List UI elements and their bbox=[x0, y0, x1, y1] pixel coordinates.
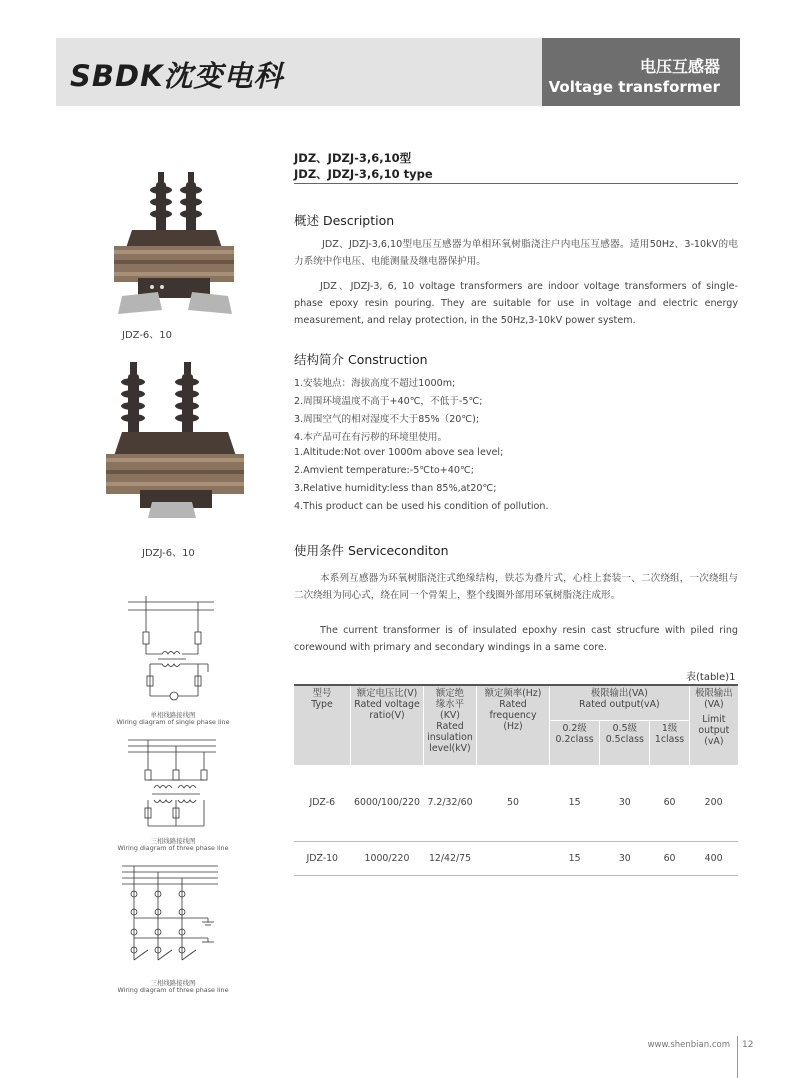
table-cell: 50 bbox=[477, 765, 550, 841]
spec-table bbox=[294, 684, 738, 876]
header-insulation: 额定绝 缘水平 (KV) Rated insulation level(kV) bbox=[424, 685, 477, 765]
service-en: The current transformer is of insulated epoxhy resin cast strucfure with piled ring corewound with primary and secondary windings in a same core. bbox=[294, 625, 738, 653]
construction-item: 2.Amvient temperature:-5℃to+40℃; bbox=[294, 465, 474, 476]
wiring-diagram-single-phase bbox=[118, 592, 228, 704]
table-row bbox=[294, 841, 738, 875]
table-cell: 60 bbox=[650, 841, 689, 875]
table-row bbox=[294, 765, 738, 841]
header-type: 型号 Type bbox=[294, 685, 351, 765]
table-cell: 60 bbox=[650, 765, 689, 841]
header-class-1: 1级 1class bbox=[650, 721, 689, 766]
construction-heading: 结构简介 Construction bbox=[294, 352, 428, 367]
table-cell: 6000/100/220 bbox=[351, 765, 424, 841]
product-title-en: JDZ、JDZJ-3,6,10 type bbox=[294, 167, 433, 181]
table-cell: 15 bbox=[550, 841, 600, 875]
title-divider bbox=[294, 183, 738, 184]
construction-item: 1.安装地点：海拔高度不超过1000m; bbox=[294, 378, 456, 389]
header-output: 极限输出(VA) Rated output(vA) bbox=[550, 685, 690, 721]
construction-item: 2.周围环境温度不高于+40℃，不低于-5℃; bbox=[294, 396, 483, 407]
footer-divider bbox=[737, 1036, 738, 1078]
header-ratio: 额定电压比(V) Rated voltage ratio(V) bbox=[351, 685, 424, 765]
service-cn: 本系列互感器为环氧树脂浇注式绝缘结构，铁芯为叠片式，心柱上套装一、二次绕组，一次绕组与二次绕组为同心式，绕在同一个骨架上，整个线圈外部用环氧树脂浇注成形。 bbox=[294, 573, 738, 601]
product-caption-jdzj: JDZJ-6、10 bbox=[142, 548, 195, 559]
diagram-caption-cn: 单相线路接线图 bbox=[150, 711, 196, 719]
construction-item: 3.Relative humidity:less than 85%,at20℃; bbox=[294, 483, 497, 494]
description-en: JDZ、JDZJ-3, 6, 10 voltage transformers are indoor voltage transformers of single-phase epoxy resin pouring. They are suitable for use in voltage and electric energy measurement, and relay protection, in the 50Hz,3-10kV power system. bbox=[294, 281, 738, 326]
page-number: 12 bbox=[742, 1040, 754, 1050]
table-cell: 7.2/32/60 bbox=[424, 765, 477, 841]
diagram-caption-en: Wiring diagram of three phase line bbox=[117, 986, 229, 994]
header-title-cn: 电压互感器 bbox=[639, 57, 720, 76]
service-heading: 使用条件 Serviceconditon bbox=[294, 543, 449, 558]
table-cell: JDZ-10 bbox=[294, 841, 351, 875]
table-cell: 400 bbox=[689, 841, 738, 875]
product-title-cn: JDZ、JDZJ-3,6,10型 bbox=[294, 151, 412, 165]
table-cell bbox=[477, 841, 550, 875]
header-frequency: 额定频率(Hz) Rated frequency (Hz) bbox=[477, 685, 550, 765]
wiring-diagram-three-phase-b bbox=[118, 860, 228, 970]
product-image-jdzj bbox=[100, 358, 250, 520]
table-cell: 30 bbox=[600, 841, 650, 875]
description-cn: JDZ、JDZJ-3,6,10型电压互感器为单相环氧树脂浇注户内电压互感器。适用50Hz、3-10kV的电力系统中作电压、电能测量及继电器保护用。 bbox=[294, 239, 738, 267]
header-title-en: Voltage transformer bbox=[548, 78, 720, 96]
construction-item: 4.本产品可在有污秽的环境里使用。 bbox=[294, 432, 448, 443]
description-heading: 概述 Description bbox=[294, 213, 395, 228]
footer-url: www.shenbian.com bbox=[647, 1040, 730, 1050]
product-image-jdz bbox=[108, 168, 240, 318]
diagram-caption-cn: 三相线路接线图 bbox=[150, 979, 196, 987]
product-caption-jdz: JDZ-6、10 bbox=[122, 330, 173, 341]
construction-item: 4.This product can be used his condition of pollution. bbox=[294, 501, 549, 512]
header-limit: 极限输出 (VA) Limit output (vA) bbox=[689, 685, 738, 765]
table-cell: 12/42/75 bbox=[424, 841, 477, 875]
construction-item: 3.周围空气的相对湿度不大于85%（20℃); bbox=[294, 414, 480, 425]
header-class-02: 0.2级 0.2class bbox=[550, 721, 600, 766]
brand-logo: SBDK沈变电科 bbox=[70, 59, 284, 93]
header-class-05: 0.5级 0.5class bbox=[600, 721, 650, 766]
construction-item: 1.Altitude:Not over 1000m above sea level; bbox=[294, 447, 504, 458]
table-label: 表(table)1 bbox=[686, 672, 736, 683]
diagram-caption-en: Wiring diagram of single phase line bbox=[116, 718, 230, 726]
wiring-diagram-three-phase-a bbox=[118, 736, 228, 832]
diagram-caption-en: Wiring diagram of three phase line bbox=[117, 844, 229, 852]
diagram-caption-cn: 三相线路接线图 bbox=[150, 837, 196, 845]
table-cell: 30 bbox=[600, 765, 650, 841]
table-cell: 200 bbox=[689, 765, 738, 841]
table-cell: 15 bbox=[550, 765, 600, 841]
table-cell: JDZ-6 bbox=[294, 765, 351, 841]
table-cell: 1000/220 bbox=[351, 841, 424, 875]
